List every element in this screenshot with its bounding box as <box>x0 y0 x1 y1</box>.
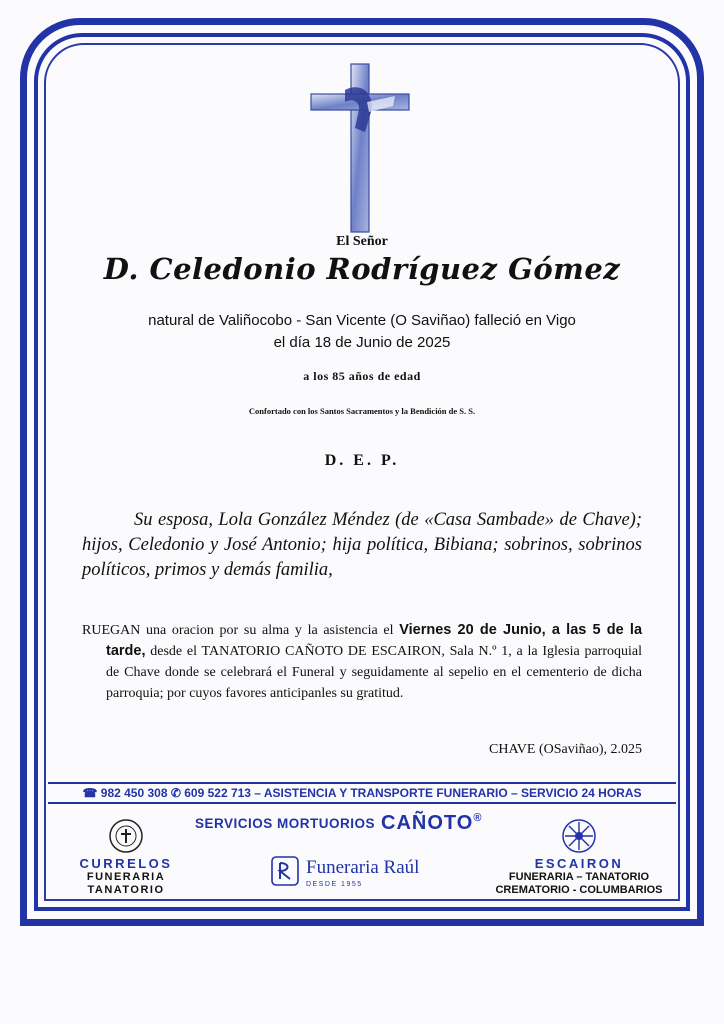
raul-logo <box>270 853 430 893</box>
cross-icon <box>305 62 415 234</box>
escairon-line1: FUNERARIA – TANATORIO <box>508 871 650 883</box>
registered-mark: ® <box>473 812 482 824</box>
deceased-name: D. Celedonio Rodríguez Gómez <box>103 252 621 286</box>
ruegan-word: RUEGAN <box>82 623 141 638</box>
services-brand: CAÑOTO <box>381 812 474 834</box>
contact-bar: ☎ 982 450 308 ✆ 609 522 713 – ASISTENCIA Y TRANSPORTE FUNERARIO – SERVICIO 24 HORAS <box>48 782 676 804</box>
escairon-title: ESCAIRON <box>534 856 624 871</box>
death-date-line: el día 18 de Junio de 2025 <box>273 334 451 351</box>
raul-since: DESDE 1955 <box>306 881 363 888</box>
origin-line: natural de Valiñocobo - San Vicente (O Saviñao) falleció en Vigo <box>148 312 576 329</box>
origin-and-death <box>60 310 664 354</box>
ruegan-text-2: desde el TANATORIO CAÑOTO DE ESCAIRON, Sala N.º 1, a la Iglesia parroquial de Chave donde se celebrará el Funeral y seguidamente al sepelio en el cementerio de dicha parroquia; por cuyos favores anticipanles su gratitud. <box>106 644 642 701</box>
currelos-seal-icon <box>108 818 144 854</box>
place-date: CHAVE (OSaviñao), 2.025 <box>489 742 642 757</box>
services-label: SERVICIOS MORTUORIOS <box>195 816 376 831</box>
raul-logo-icon <box>270 855 300 887</box>
currelos-line2: TANATORIO <box>87 884 165 896</box>
currelos-title: CURRELOS <box>79 856 173 871</box>
comforted-line: Confortado con los Santos Sacramentos y la Bendición de S. S. <box>248 406 476 416</box>
raul-name: Funeraria Raúl <box>306 857 420 878</box>
family-paragraph: Su esposa, Lola González Méndez (de «Casa Sambade» de Chave); hijos, Celedonio y José Antonio; hija política, Bibiana; sobrinos, sobrinos políticos, primos y demás familia, <box>82 510 642 580</box>
escairon-block <box>492 856 666 897</box>
age-line: a los 85 años de edad <box>303 369 421 383</box>
ruegan-date: Viernes 20 de Junio, a las 5 de la tarde, <box>106 622 643 659</box>
dep: D. E. P. <box>324 452 400 469</box>
ruegan-text-1: una oracion por su alma y la asistencia el <box>140 623 400 638</box>
escairon-seal-icon <box>561 818 597 854</box>
heading: El Señor <box>336 234 388 249</box>
escairon-line2: CREMATORIO - COLUMBARIOS <box>495 884 663 896</box>
services-heading <box>195 812 555 835</box>
request-paragraph <box>82 620 642 704</box>
currelos-line1: FUNERARIA <box>86 871 166 883</box>
currelos-block <box>70 856 182 897</box>
